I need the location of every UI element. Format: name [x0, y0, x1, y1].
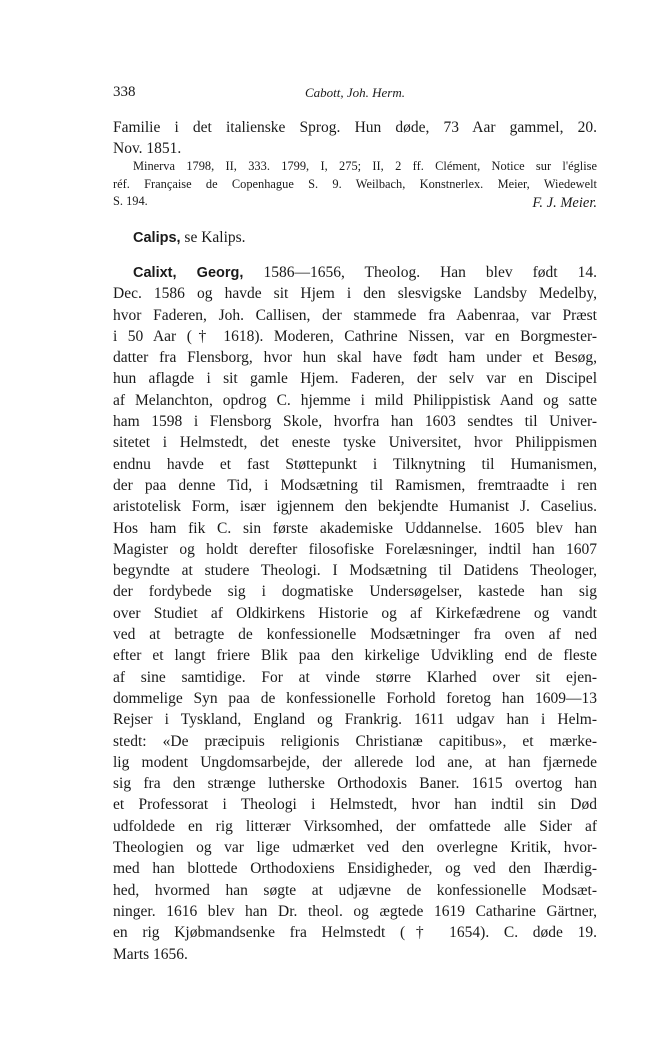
article-headword: Calixt, Georg,	[133, 265, 244, 281]
text-line: ninger. 1616 blev han Dr. theol. og ægtede 1619 Catharine Gärtner,	[113, 902, 597, 920]
text-line: Nov. 1851.	[113, 140, 182, 158]
text-line: datter fra Flensborg, hvor hun skal have født ham under et Besøg,	[113, 349, 597, 367]
text-line: Magister og holdt derefter filosofiske Forelæsninger, indtil han 1607	[113, 540, 597, 558]
cross-reference-line	[113, 227, 597, 248]
text-line: efter et langt friere Blik paa den kirkelige Udvikling end de fleste	[113, 647, 597, 665]
text-line: af Melanchton, opdrog C. hjemme i mild Philippistisk Aand og satte	[113, 391, 597, 409]
text-line: ved at betragte de konfessionelle Modsætninger fra oven af ned	[113, 626, 597, 644]
text-line: med han blottede Orthodoxiens Ensidigheder, og ved den Ihærdig-	[113, 860, 597, 878]
text-line: dommelige Syn paa de konfessionelle Forhold foretog han 1609—13	[113, 689, 597, 707]
text-line: i 50 Aar († 1618). Moderen, Cathrine Nissen, var en Borgmester-	[113, 327, 597, 345]
article-first-line	[113, 262, 597, 283]
author-signature: F. J. Meier.	[532, 195, 597, 211]
reference-line: S. 194.	[113, 194, 148, 208]
text-line: over Studiet af Oldkirkens Historie og af Kirkefædrene og vandt	[113, 604, 597, 622]
text-line: lig modent Ungdomsarbejde, der allerede lod ane, at han fjærnede	[113, 753, 597, 771]
text-line: udfoldede en rig litterær Virksomhed, der omfattede alle Sider af	[113, 817, 597, 835]
page-number: 338	[113, 84, 136, 100]
text-line: aristotelisk Form, især igjennem den bekjendte Humanist J. Caselius.	[113, 498, 597, 516]
article-calixt	[113, 262, 597, 965]
text-line: en rig Kjøbmandsenke fra Helmstedt († 1654). C. døde 19.	[113, 924, 597, 942]
previous-article-ending	[113, 117, 597, 160]
text-line: stedt: «De præcipuis religionis Christianæ capitibus», et mærke-	[113, 732, 597, 750]
running-title: Cabott, Joh. Herm.	[304, 85, 406, 100]
text-line: sitetet i Helmstedt, det eneste tyske Universitet, hvor Philippismen	[113, 434, 597, 452]
text-line: Rejser i Tyskland, England og Frankrig. 1611 udgav han i Helm-	[113, 711, 597, 729]
article-first-line-text: 1586—1656, Theolog. Han blev født 14.	[243, 264, 597, 281]
text-line: Theologien og var lige udmærket ved den overlegne Kritik, hvor-	[113, 839, 597, 857]
text-line: Hos ham fik C. sin første akademiske Uddannelse. 1605 blev han	[113, 519, 597, 537]
cross-reference-entry	[113, 227, 597, 248]
text-line: ham 1598 i Flensborg Skole, hvorfra han 1603 sendtes til Univer-	[113, 413, 597, 431]
text-line: hun aflagde i sit gamle Hjem. Faderen, der selv var en Discipel	[113, 370, 597, 388]
reference-line: Minerva 1798, II, 333. 1799, I, 275; II, 2 ff. Clément, Notice sur l'église	[133, 159, 597, 173]
reference-line: réf. Française de Copenhague S. 9. Weilbach, Konstnerlex. Meier, Wiedewelt	[113, 176, 597, 191]
text-line: Familie i det italienske Sprog. Hun døde, 73 Aar gammel, 20.	[113, 119, 597, 136]
signature-line	[113, 195, 597, 213]
text-line: der fordybede sig i dogmatiske Undersøgelser, kastede han sig	[113, 583, 597, 601]
text-line: hvor Faderen, Joh. Callisen, der stammede fra Aabenraa, var Præst	[113, 306, 597, 324]
text-line: begyndte at studere Theologi. I Modsætning til Datidens Theologer,	[113, 562, 597, 580]
text-line: hed, hvormed han søgte at udjævne de konfessionelle Modsæt-	[113, 881, 597, 899]
text-line: af sine samtidige. For at vinde større Klarhed over sit ejen-	[113, 668, 597, 686]
text-line: Marts 1656.	[113, 945, 188, 963]
text-line: endnu havde et fast Støttepunkt i Tilknytning til Humanismen,	[113, 455, 597, 473]
text-line: Dec. 1586 og havde sit Hjem i den slesvigske Landsby Medelby,	[113, 285, 597, 303]
cross-reference-text: se Kalips.	[180, 229, 246, 246]
text-line: der paa denne Tid, i Modsætning til Ramismen, fremtraadte i ren	[113, 476, 597, 494]
text-line: sig fra den strænge lutherske Orthodoxis Baner. 1615 overtog han	[113, 775, 597, 793]
text-line: et Professorat i Theologi i Helmstedt, hvor han indtil sin Død	[113, 796, 597, 814]
page-header	[113, 84, 597, 108]
cross-reference-headword: Calips,	[133, 230, 181, 246]
